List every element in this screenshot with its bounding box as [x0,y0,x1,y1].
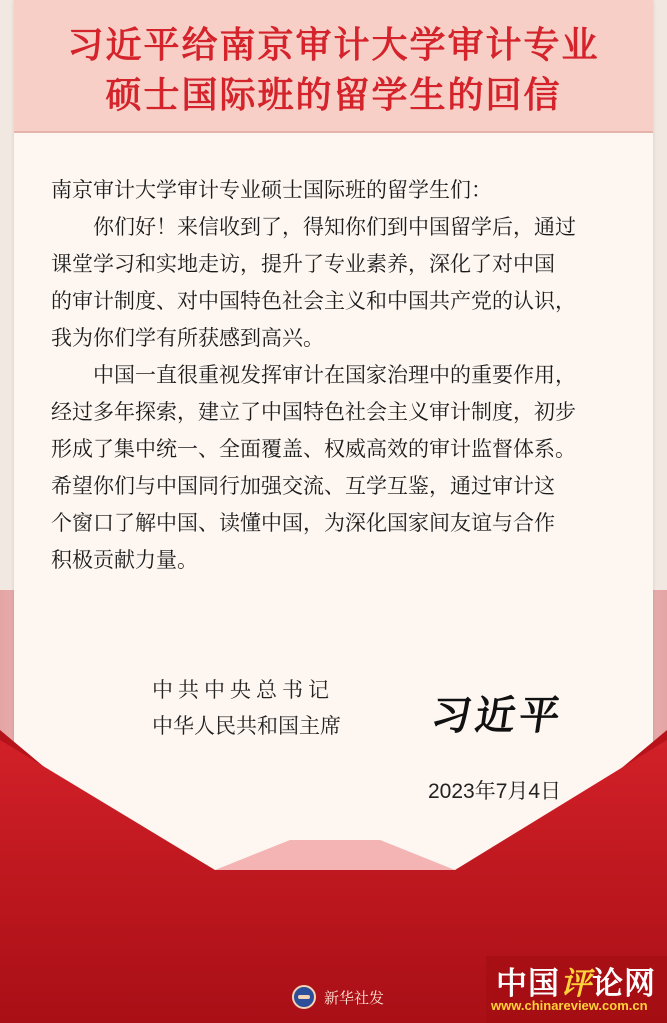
paragraph-2-line: 形成了集中统一、全面覆盖、权威高效的审计监督体系。 [51,437,576,461]
title-line-2: 硕士国际班的留学生的回信 [105,74,562,116]
signer-title-state: 中华人民共和国主席 [152,714,341,738]
paragraph-2 [51,357,631,579]
watermark-logo [496,958,656,1003]
envelope-flap-highlight [215,840,455,870]
paragraph-1 [51,209,631,357]
paragraph-1-line: 的审计制度、对中国特色社会主义和中国共产党的认识， [51,289,576,313]
paragraph-2-line: 希望你们与中国同行加强交流、互学互鉴，通过审计这 [51,474,555,498]
xinhua-logo-icon [292,985,316,1009]
watermark-text-b: 评 [560,966,592,1002]
letter-date: 2023年7月4日 [428,780,562,803]
paragraph-1-line: 你们好！来信收到了，得知你们到中国留学后，通过 [93,215,576,239]
signature-name: 习近平 [428,692,567,739]
paragraph-2-line: 经过多年探索，建立了中国特色社会主义审计制度，初步 [51,400,576,424]
watermark-text-c: 论网 [592,966,656,1002]
watermark-text-a: 中国 [496,966,560,1002]
paragraph-2-line: 积极贡献力量。 [51,548,198,572]
agency-credit [292,985,384,1009]
title-line-1: 习近平给南京审计大学审计专业 [67,24,600,66]
paragraph-2-line: 个窗口了解中国、读懂中国，为深化国家间友谊与合作 [51,511,555,535]
letter-body [51,172,631,579]
signer-title-party: 中共中央总书记 [152,678,334,702]
watermark-url: www.chinareview.com.cn [491,998,648,1013]
paragraph-2-line: 中国一直很重视发挥审计在国家治理中的重要作用， [93,363,576,387]
salutation: 南京审计大学审计专业硕士国际班的留学生们： [51,178,492,202]
agency-name: 新华社发 [324,988,385,1007]
page-title [14,20,653,120]
paragraph-1-line: 课堂学习和实地走访，提升了专业素养，深化了对中国 [51,252,555,276]
paragraph-1-line: 我为你们学有所获感到高兴。 [51,326,324,350]
